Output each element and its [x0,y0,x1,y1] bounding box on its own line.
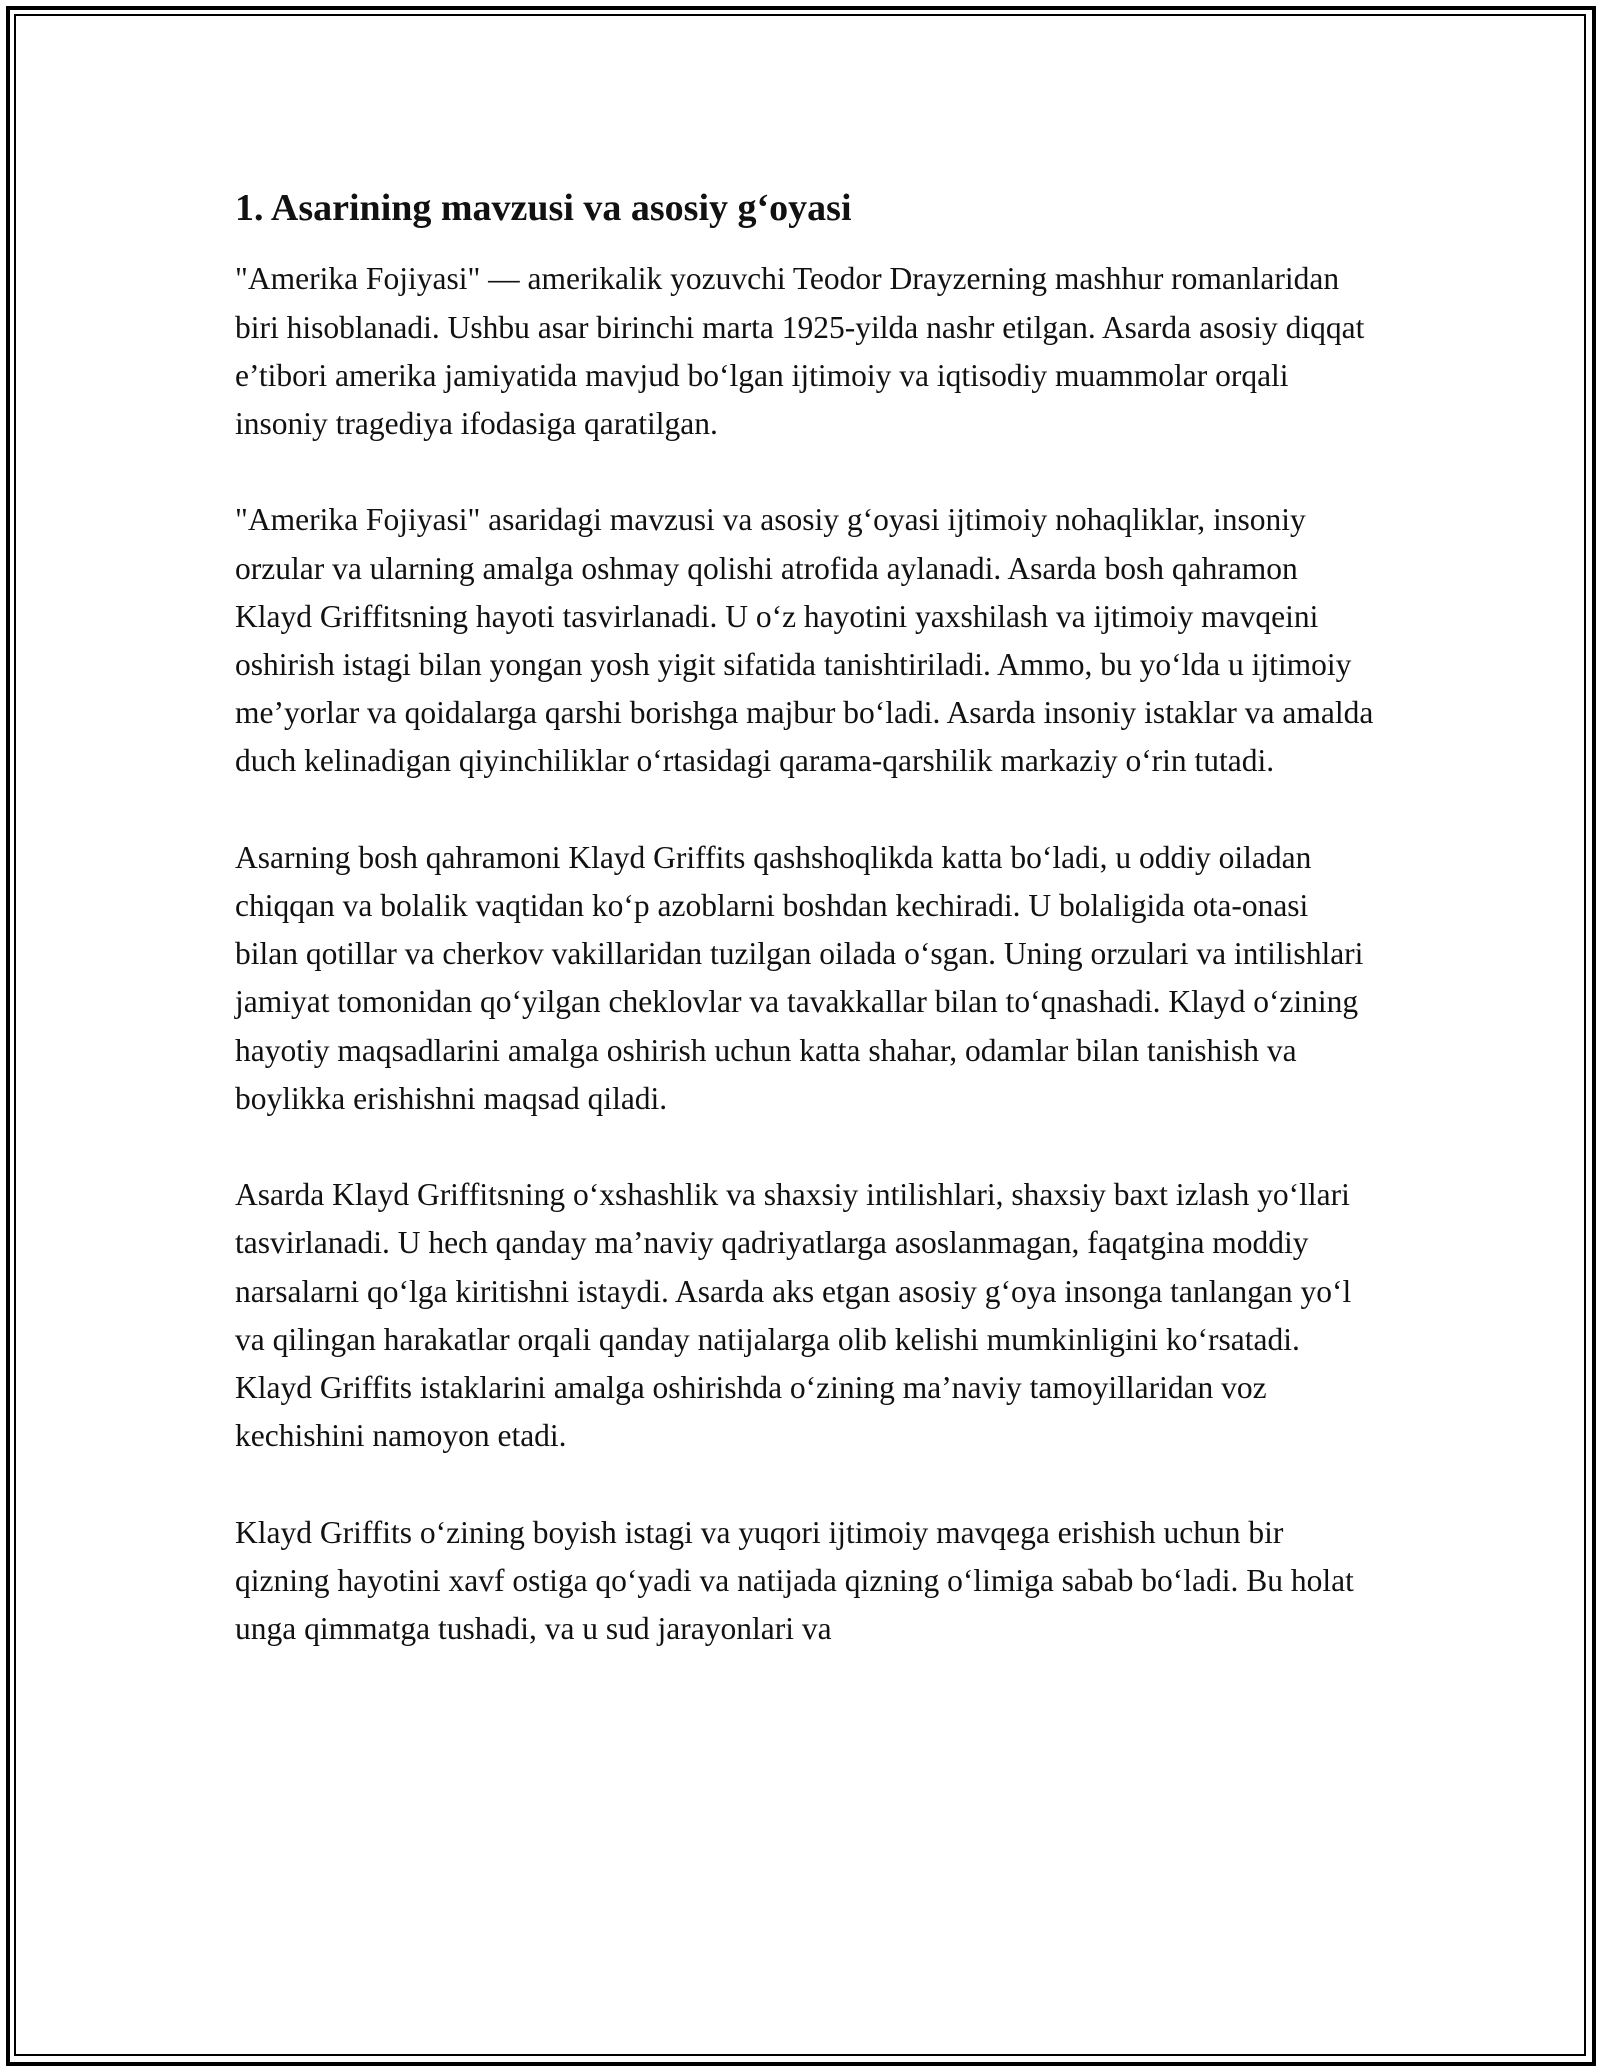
paragraph-consequence: Klayd Griffits o‘zining boyish istagi va yuqori ijtimoiy mavqega erishish uchun bir qizning hayotini xavf ostiga qo‘yadi va natijada qizning o‘limiga sabab bo‘ladi. Bu holat unga qimmatga tushadi, va u sud jarayonlari va [235,1514,1354,1647]
paragraph-intro: "Amerika Fojiyasi" — amerikalik yozuvchi Teodor Drayzerning mashhur romanlaridan biri hisoblanadi. Ushbu asar birinchi marta 1925-yilda nashr etilgan. Asarda asosiy diqqat e’tibori amerika jamiyatida mavjud bo‘lgan ijtimoiy va iqtisodiy muammolar orqali insoniy tragediya ifodasiga qaratilgan. [235,261,1365,441]
paragraph-main-idea: Asarda Klayd Griffitsning o‘xshashlik va shaxsiy intilishlari, shaxsiy baxt izlash yo‘llari tasvirlanadi. U hech qanday ma’naviy qadriyatlarga asoslanmagan, faqatgina moddiy narsalarni qo‘lga kiritishni istaydi. Asarda aks etgan asosiy g‘oya insonga tanlangan yo‘l va qilingan harakatlar orqali qanday natijalarga olib kelishi mumkinligini ko‘rsatadi. Klayd Griffits istaklarini amalga oshirishda o‘zining ma’naviy tamoyillaridan voz kechishini namoyon etadi. [235,1177,1352,1454]
document-body [235,184,1375,1653]
paragraph-theme: "Amerika Fojiyasi" asaridagi mavzusi va asosiy g‘oyasi ijtimoiy nohaqliklar, insoniy orzular va ularning amalga oshmay qolishi atrofida aylanadi. Asarda bosh qahramon Klayd Griffitsning hayoti tasvirlanadi. U o‘z hayotini yaxshilash va ijtimoiy mavqeini oshirish istagi bilan yongan yosh yigit sifatida tanishtiriladi. Ammo, bu yo‘lda u ijtimoiy me’yorlar va qoidalarga qarshi borishga majbur bo‘ladi. Asarda insoniy istaklar va amalda duch kelinadigan qiyinchiliklar o‘rtasidagi qarama-qarshilik markaziy o‘rin tutadi. [235,502,1374,779]
section-heading: 1. Asarining mavzusi va asosiy g‘oyasi [235,187,852,229]
paragraph-protagonist: Asarning bosh qahramoni Klayd Griffits qashshoqlikda katta bo‘ladi, u oddiy oiladan chiqqan va bolalik vaqtidan ko‘p azoblarni boshdan kechiradi. U bolaligida ota-onasi bilan qotillar va cherkov vakillaridan tuzilgan oilada o‘sgan. Uning orzulari va intilishlari jamiyat tomonidan qo‘yilgan cheklovlar va tavakkallar bilan to‘qnashadi. Klayd o‘zining hayotiy maqsadlarini amalga oshirish uchun katta shahar, odamlar bilan tanishish va boylikka erishishni maqsad qiladi. [235,839,1364,1116]
